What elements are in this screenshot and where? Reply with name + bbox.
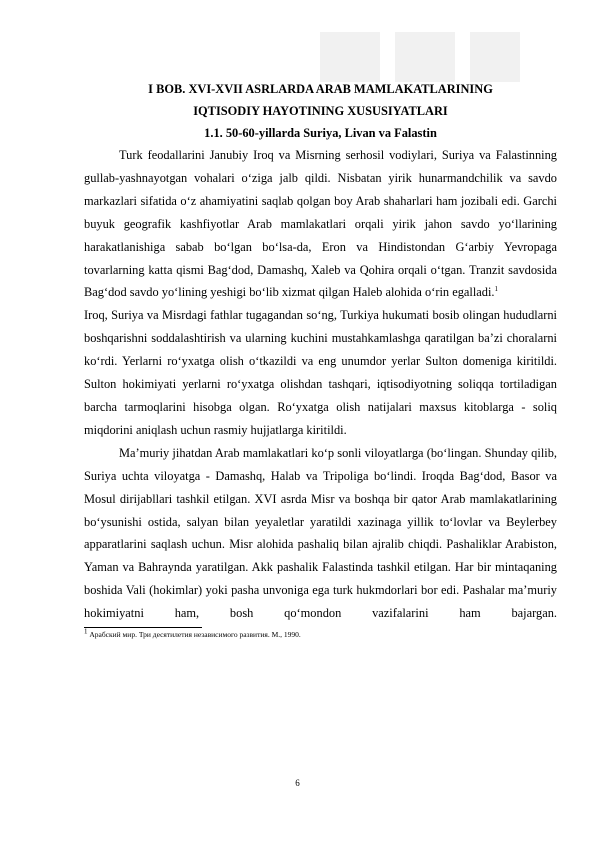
chapter-title-line2: IQTISODIY HAYOTINING XUSUSIYATLARI — [193, 103, 448, 118]
page-number: 6 — [295, 778, 300, 788]
footnote-number: 1 — [84, 627, 88, 636]
document-page — [84, 79, 557, 641]
section-title: 1.1. 50-60-yillarda Suriya, Livan va Falastin — [204, 126, 437, 140]
footnote-divider — [84, 627, 202, 628]
footnote-reference: 1 — [494, 285, 499, 294]
paragraph-1 — [84, 144, 557, 304]
footnote — [84, 629, 557, 641]
paragraph-2: Iroq, Suriya va Misrdagi fathlar tugagandan so‘ng, Turkiya hukumati bosib olingan hududlarni boshqarishni soddalashtirish va ularning kuchini mustahkamlashga qaratilgan ba’zi choralarni ko‘rdi. Yerlarni ro‘yxatga olish o‘tkazildi va eng unumdor yerlar Sulton domeniga kiritildi. Sulton hokimiyati yerlarni ro‘yxatga olishdan tashqari, iqtisodiyotning soliqqa tortiladigan barcha tarmoqlarini hisobga olgan. Ro‘yxatga olish natijalari maxsus kitoblarga - soliq miqdorini aniqlash uchun rasmiy hujjatlarga kiritildi. — [84, 308, 557, 437]
paragraph-3: Ma’muriy jihatdan Arab mamlakatlari ko‘p sonli viloyatlarga (bo‘lingan. Shunday qilib, Suriya uchta viloyatga - Damashq, Halab va Tripoliga bo‘lindi. Iroqda Bag‘dod, Basor va Mosul dirijabllari tashkil etilgan. XVI asrda Misr va boshqa bir qator Arab mamlakatlarining bo‘ysunishi ostida, salyan bilan yeyaletlar yaratildi xazinaga yillik to‘lovlar va Beylerbey apparatlarini saqlash uchun. Misr alohida pashaliq bilan ajralib chiqdi. Pashaliklar Arabiston, Yaman va Bahraynda yaratilgan. Akk pashalik Falastinda tashkil etilgan. Har bir mintaqaning boshida Vali (hokimlar) yoki pasha unvoniga ega turk hukmdorlari bor edi. Pashalar ma’muriy hokimiyatni ham, bosh qo‘mondon vazifalarini ham bajargan. — [84, 445, 557, 621]
paragraph-1-text: Turk feodallarini Janubiy Iroq va Misrning serhosil vodiylari, Suriya va Falastinning gullab-yashnayotgan vohalari o‘ziga jalb qildi. Nisbatan yirik hunarmandchilik va savdo markazlari sifatida o‘z ahamiyatini saqlab qolgan boy Arab shaharlari ham jozibali edi. Garchi buyuk geografik kashfiyotlar Arab mamlakatlari orqali yirik jahon savdo yo‘llarining harakatlanishiga sabab bo‘lgan bo‘lsa-da, Eron va Hindistondan G‘arbiy Yevropaga tovarlarning katta qismi Bag‘dod, Damashq, Xaleb va Qohira orqali o‘tgan. Tranzit savdosida Bag‘dod savdo yo‘lining yeshigi bo‘lib xizmat qilgan Haleb alohida o‘rin egalladi. — [84, 148, 557, 300]
footnote-text: Арабский мир. Три десятилетия независимого развития. М., 1990. — [89, 630, 301, 640]
chapter-title-line1: I BOB. XVI-XVII ASRLARDA ARAB MAMLAKATLARINING — [148, 82, 493, 96]
